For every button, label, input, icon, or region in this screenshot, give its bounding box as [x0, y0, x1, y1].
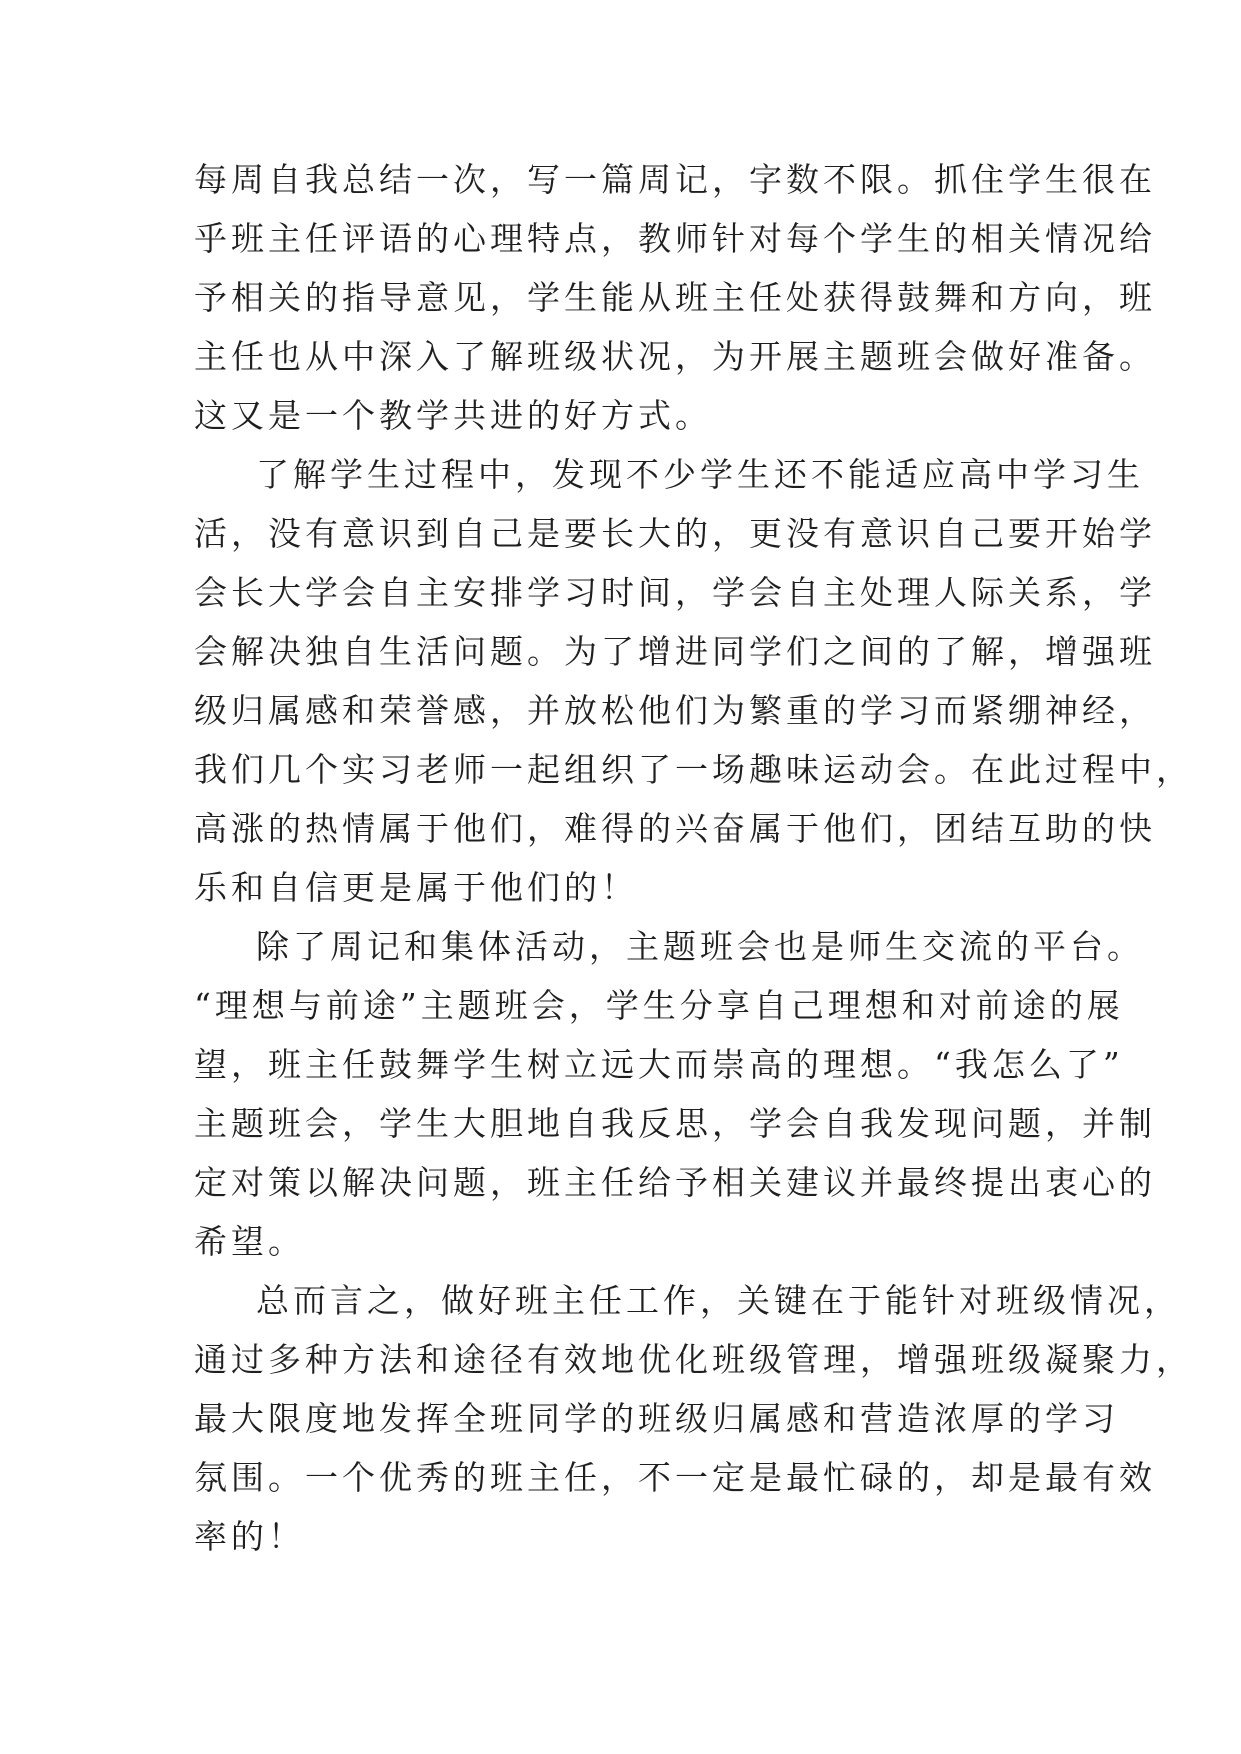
text-line: 我们几个实习老师一起组织了一场趣味运动会。在此过程中，: [194, 750, 1193, 789]
text-line: 氛围。一个优秀的班主任，不一定是最忙碌的，却是最有效: [194, 1458, 1156, 1497]
paragraph-class-meetings: [194, 917, 1156, 1271]
text-line: 乎班主任评语的心理特点，教师针对每个学生的相关情况给: [194, 219, 1156, 258]
paragraph-weekly-journal: [194, 150, 1156, 445]
text-line: “理想与前途”主题班会，学生分享自己理想和对前途的展: [194, 986, 1124, 1025]
text-line: 主任也从中深入了解班级状况，为开展主题班会做好准备。: [194, 337, 1156, 376]
paragraph-conclusion: [194, 1271, 1193, 1566]
text-line: 定对策以解决问题，班主任给予相关建议并最终提出衷心的: [194, 1163, 1156, 1202]
text-line: 予相关的指导意见，学生能从班主任处获得鼓舞和方向，班: [194, 278, 1156, 317]
text-line: 最大限度地发挥全班同学的班级归属感和营造浓厚的学习: [194, 1399, 1119, 1438]
text-line: 这又是一个教学共进的好方式。: [194, 396, 712, 435]
text-line: 望，班主任鼓舞学生树立远大而崇高的理想。“我怎么了”: [194, 1045, 1124, 1084]
text-line: 会长大学会自主安排学习时间，学会自主处理人际关系，学: [194, 573, 1156, 612]
text-line: 会解决独自生活问题。为了增进同学们之间的了解，增强班: [194, 632, 1156, 671]
paragraph-sports-meet: [194, 445, 1193, 917]
document-body: [194, 150, 1193, 1566]
text-line: 活，没有意识到自己是要长大的，更没有意识自己要开始学: [194, 514, 1156, 553]
text-line: 主题班会，学生大胆地自我反思，学会自我发现问题，并制: [194, 1104, 1156, 1143]
text-line: 高涨的热情属于他们，难得的兴奋属于他们，团结互助的快: [194, 809, 1156, 848]
text-line: 率的！: [194, 1517, 305, 1556]
text-line: 乐和自信更是属于他们的！: [194, 868, 638, 907]
text-line: 每周自我总结一次，写一篇周记，字数不限。抓住学生很在: [194, 160, 1156, 199]
text-line: 了解学生过程中，发现不少学生还不能适应高中学习生: [256, 455, 1144, 494]
text-line: 除了周记和集体活动，主题班会也是师生交流的平台。: [256, 927, 1144, 966]
text-line: 总而言之，做好班主任工作，关键在于能针对班级情况，: [256, 1281, 1181, 1320]
text-line: 通过多种方法和途径有效地优化班级管理，增强班级凝聚力，: [194, 1340, 1193, 1379]
text-line: 级归属感和荣誉感，并放松他们为繁重的学习而紧绷神经，: [194, 691, 1156, 730]
text-line: 希望。: [194, 1222, 305, 1261]
